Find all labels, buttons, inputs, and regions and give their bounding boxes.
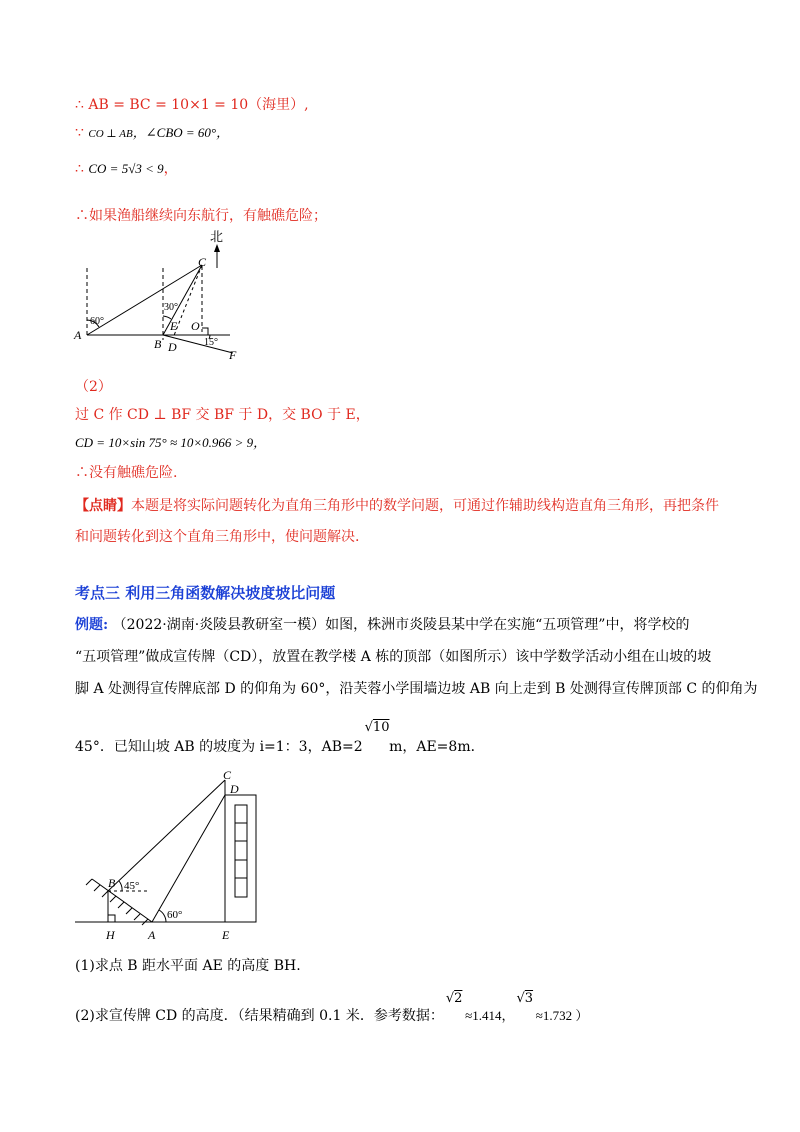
angle-cbo-expr: ，∠CBO = 60°， bbox=[132, 125, 230, 140]
label-c: C bbox=[198, 255, 207, 269]
comment-line-1 bbox=[75, 497, 719, 515]
example-line-3 bbox=[75, 680, 758, 698]
example-text-3: 脚 A 处测得宣传牌底部 D 的仰角为 60°，沿芙蓉小学围墙边坡 AB 向上走到 B 处测得宣传牌顶部 C 的仰角为 bbox=[75, 681, 758, 697]
solution-line-1-text: ∴ AB = BC = 10×1 = 10（海里）, bbox=[75, 97, 309, 113]
section-heading bbox=[75, 584, 335, 602]
north-label: 北 bbox=[210, 229, 224, 244]
comment-body-1: 本题是将实际问题转化为直角三角形中的数学问题，可通过作辅助线构造直角三角形，再把条件 bbox=[131, 498, 719, 514]
comment-tag: 【点睛】 bbox=[75, 498, 131, 514]
fig2-label-a: A bbox=[148, 928, 156, 942]
label-o: O bbox=[191, 319, 200, 333]
question-2-text: (2)求宣传牌 CD 的高度．（结果精确到 0.1 米．参考数据： bbox=[75, 1008, 444, 1024]
angle-60-label: 60° bbox=[90, 316, 104, 327]
fig2-label-b: B bbox=[108, 876, 116, 890]
example-line-2 bbox=[75, 648, 711, 666]
co-expr: CO = 5√3 < 9 bbox=[88, 161, 164, 176]
fig2-label-e: E bbox=[222, 928, 230, 942]
solution-cd-calc-text: CD = 10×sin 75° ≈ 10×0.966 > 9， bbox=[75, 435, 267, 450]
comment-line-2 bbox=[75, 528, 359, 546]
billboard-diagram bbox=[70, 765, 270, 945]
example-text-2: “五项管理”做成宣传牌（CD），放置在教学楼 A 栋的顶部（如图所示）该中学数学活动小组在山坡的坡 bbox=[75, 649, 712, 665]
label-b: B bbox=[154, 337, 162, 351]
section-heading-text: 考点三 利用三角函数解决坡度坡比问题 bbox=[75, 584, 336, 602]
solution-cd-text: 过 C 作 CD ⊥ BF 交 BF 于 D，交 BO 于 E， bbox=[75, 407, 370, 423]
sqrt-3: √3 bbox=[516, 991, 534, 1006]
conclusion-2-text: ∴没有触礁危险. bbox=[75, 465, 178, 481]
fig2-angle-60: 60° bbox=[167, 909, 183, 921]
question-1-text: (1)求点 B 距水平面 AE 的高度 BH. bbox=[75, 958, 301, 974]
therefore-symbol: ∴ bbox=[75, 161, 84, 177]
sqrt-2: √2 bbox=[445, 991, 463, 1006]
sqrt-10-radicand: 10 bbox=[372, 720, 390, 735]
sqrt-2-value: ≈1.414， bbox=[461, 1008, 515, 1023]
label-a: A bbox=[74, 328, 82, 342]
solution-line-3 bbox=[75, 160, 178, 178]
part-2-text: （2） bbox=[75, 379, 112, 395]
example-label: 例题: bbox=[75, 617, 109, 633]
solution-cd-calc bbox=[75, 434, 266, 452]
because-symbol: ∵ bbox=[75, 125, 84, 141]
conclusion-1 bbox=[75, 207, 327, 225]
sqrt-10: √10 bbox=[364, 720, 390, 735]
solution-line-2 bbox=[75, 124, 229, 143]
example-line-1 bbox=[75, 616, 689, 634]
fig2-label-c: C bbox=[223, 768, 232, 782]
sqrt-2-radicand: 2 bbox=[454, 991, 463, 1006]
fig2-angle-45: 45° bbox=[124, 880, 140, 892]
sqrt-3-radicand: 3 bbox=[524, 991, 534, 1006]
fig2-label-h: H bbox=[106, 928, 115, 942]
conclusion-2 bbox=[75, 464, 177, 482]
question-1 bbox=[75, 957, 301, 975]
perpendicular-expr: CO ⊥ AB bbox=[88, 128, 133, 140]
solution-line-1 bbox=[75, 96, 309, 114]
ship-diagram bbox=[70, 228, 260, 368]
comment-body-2: 和问题转化到这个直角三角形中，使问题解决. bbox=[75, 529, 360, 545]
part-2-label bbox=[75, 378, 112, 396]
line3-suffix: ， bbox=[163, 161, 178, 177]
label-e: E bbox=[170, 319, 178, 333]
conclusion-1-text: ∴如果渔船继续向东航行，有触礁危险； bbox=[75, 208, 327, 224]
fig2-label-d: D bbox=[230, 782, 239, 796]
example-text-4a: 45°．已知山坡 AB 的坡度为 i=1：3，AB=2 bbox=[75, 739, 363, 755]
label-d: D bbox=[168, 340, 177, 354]
angle-30-label: 30° bbox=[164, 302, 178, 313]
question-2 bbox=[75, 991, 589, 1025]
label-f: F bbox=[229, 348, 237, 362]
solution-cd-line bbox=[75, 406, 370, 424]
example-text-1: （2022·湖南·炎陵县教研室一模）如图，株洲市炎陵县某中学在实施“五项管理”中，将学校的 bbox=[112, 617, 690, 633]
example-line-4 bbox=[75, 720, 485, 756]
sqrt-3-value: ≈1.732 ） bbox=[532, 1008, 589, 1023]
example-text-4b: m，AE=8m． bbox=[384, 739, 485, 755]
angle-15-label: 15° bbox=[204, 337, 218, 348]
